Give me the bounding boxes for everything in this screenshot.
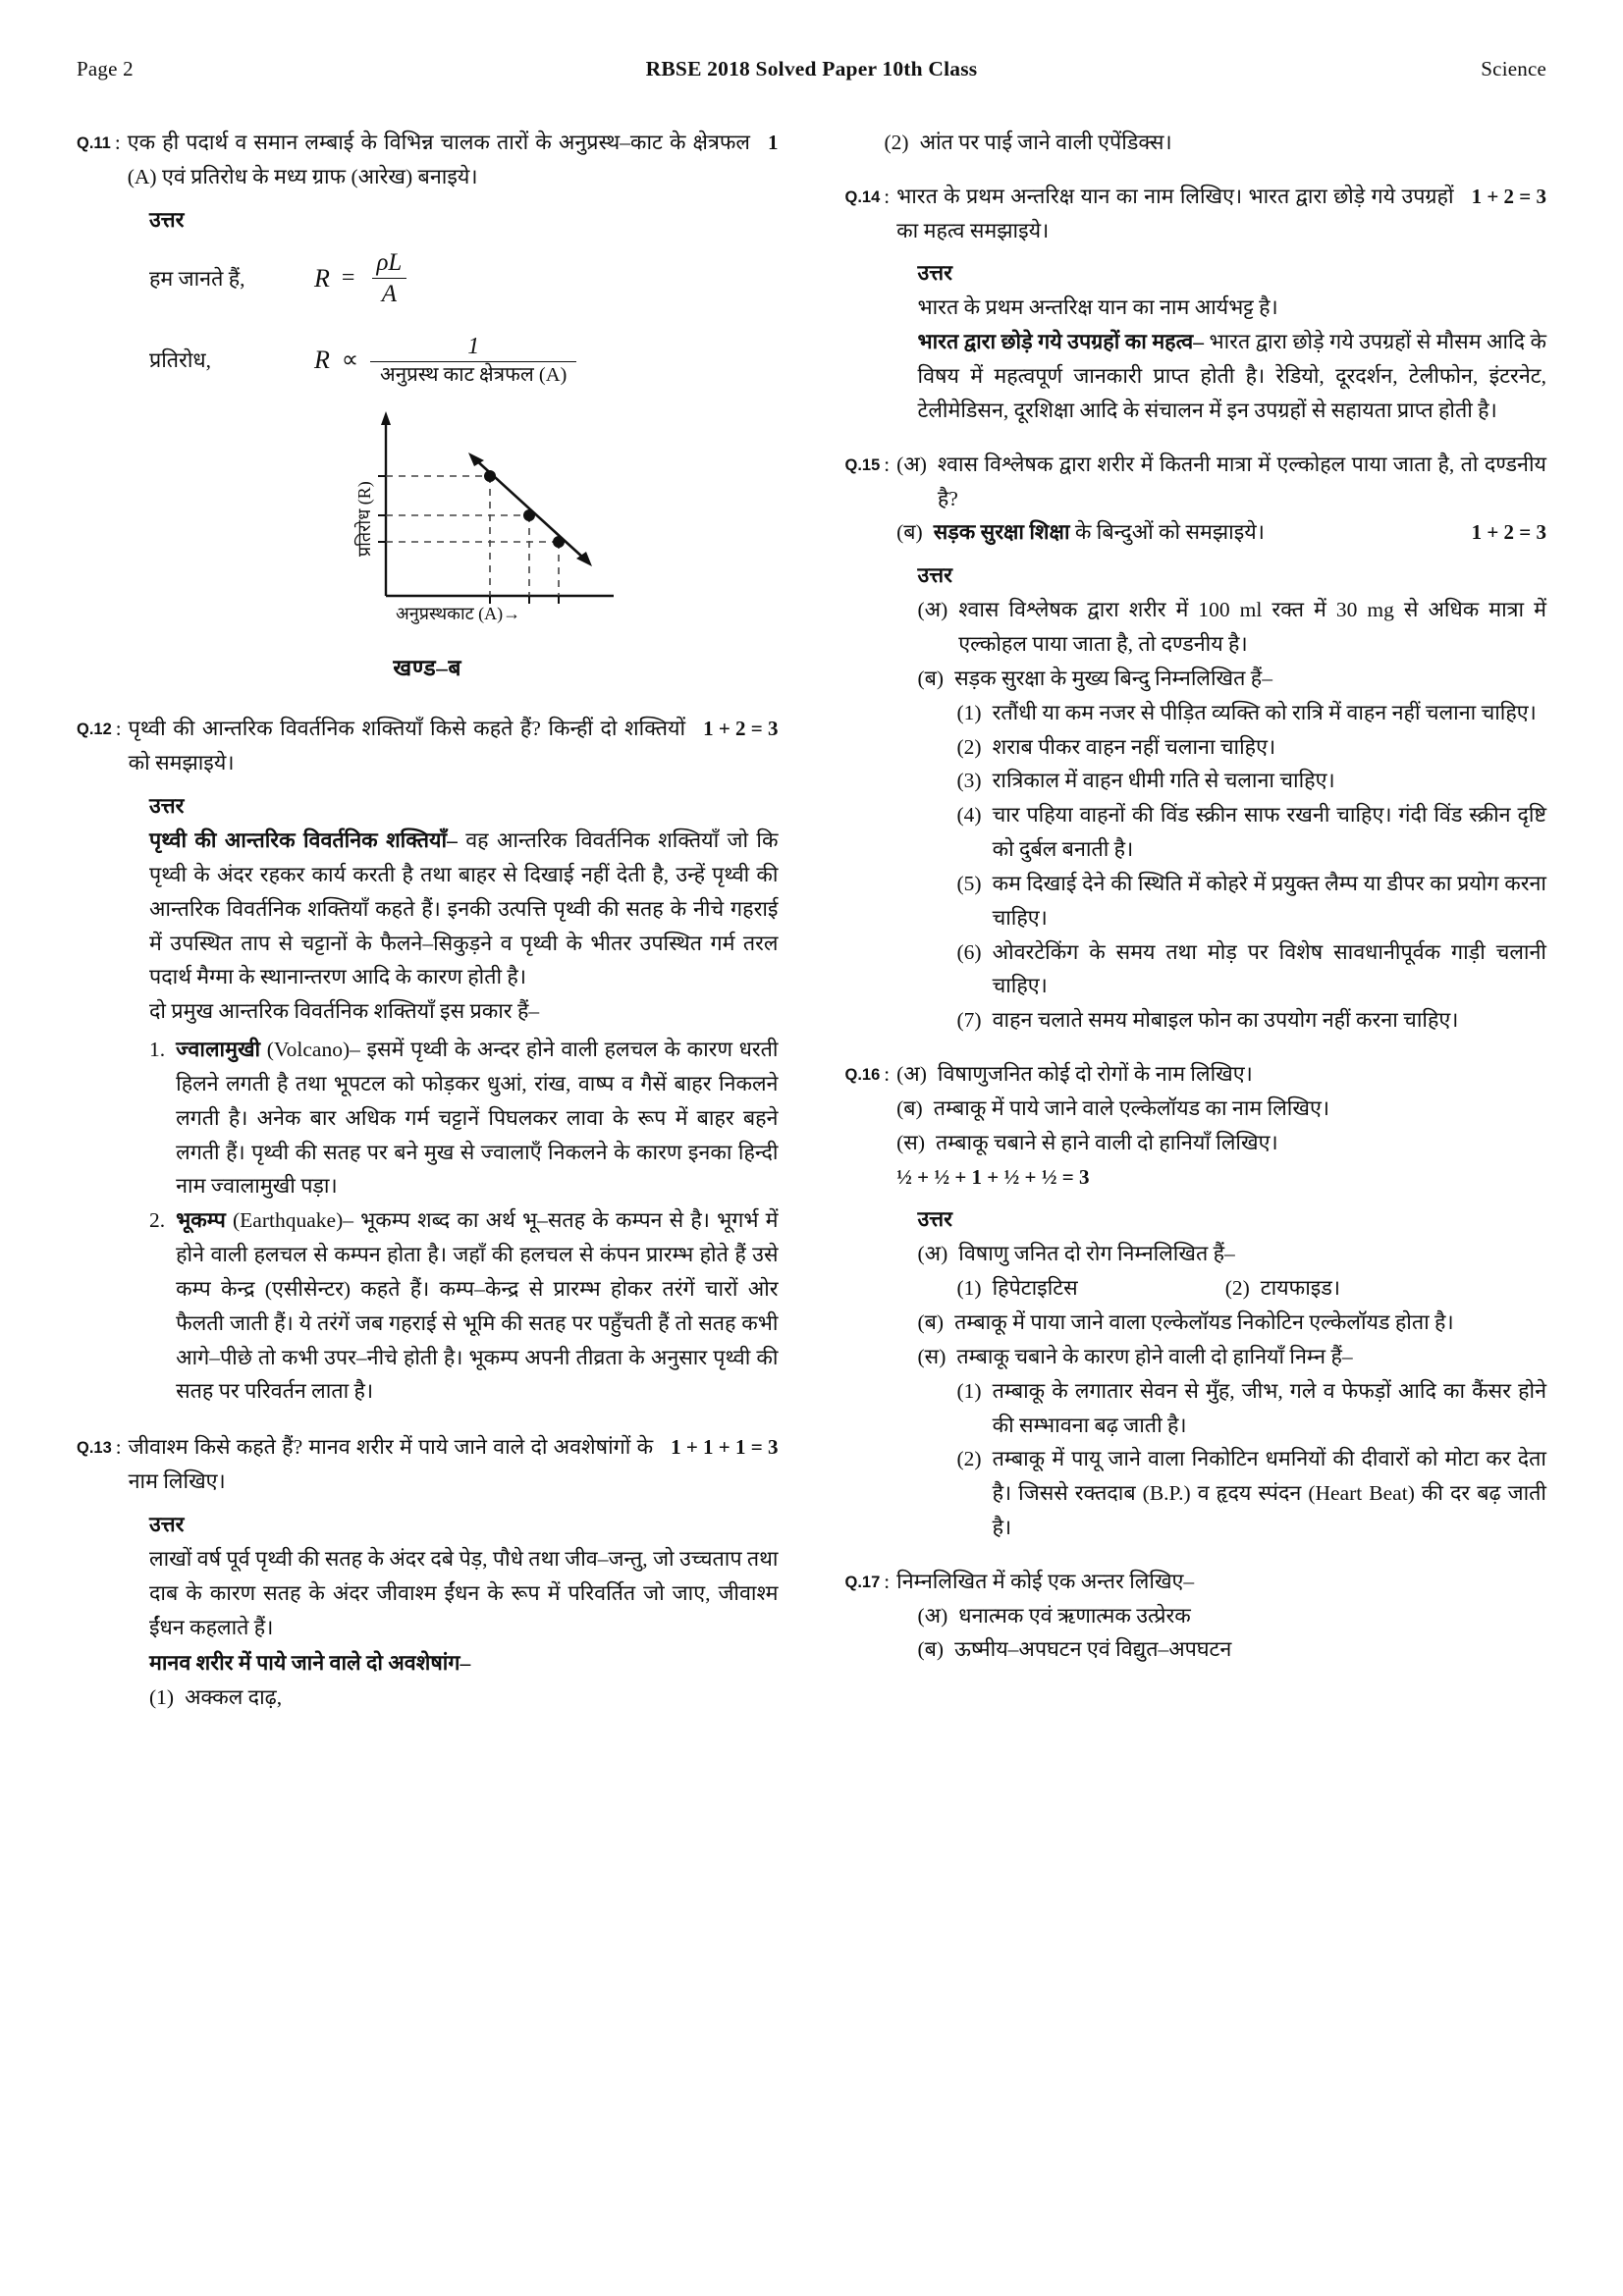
question-text: [896, 448, 1546, 550]
marks-badge: 1 + 1 + 1 = 3: [671, 1435, 779, 1460]
fraction: [366, 249, 411, 308]
part-text: श्वास विश्लेषक द्वारा शरीर में 100 ml रक्त में 30 mg से अधिक मात्रा में एल्कोहल पाया जाता है, तो दण्डनीय है।: [958, 598, 1546, 657]
part-label: (ब): [917, 666, 945, 690]
part-label: (अ): [917, 598, 948, 622]
answer-paragraph-1: [149, 824, 779, 994]
equation-operator: =: [341, 265, 355, 292]
part-label: (स): [896, 1130, 925, 1154]
fraction-denominator: A: [372, 278, 406, 308]
part-text: ऊष्मीय–अपघटन एवं विद्युत–अपघटन: [954, 1637, 1232, 1662]
term-highlight: सड़क सुरक्षा शिक्षा: [933, 520, 1070, 545]
document-title: RBSE 2018 Solved Paper 10th Class: [645, 57, 978, 80]
question-number: Q.13: [77, 1439, 112, 1458]
question-q14: [845, 180, 1547, 248]
continued-list-item: [885, 126, 1547, 160]
list-item-number: (3): [956, 769, 982, 793]
list-item: [957, 730, 1547, 765]
list-item-number: (2): [956, 1447, 982, 1471]
answer-part-a: [918, 1237, 1547, 1271]
section-heading-khand-b: खण्ड–ब: [393, 656, 462, 681]
answer-label: उत्तर: [149, 207, 185, 232]
right-column: [845, 126, 1547, 2236]
question-text: [896, 1057, 1546, 1194]
question-q11: [77, 126, 779, 194]
question-text: [128, 126, 779, 194]
question-q16: [845, 1057, 1547, 1194]
part-text: [934, 515, 1546, 550]
page-number: Page 2: [77, 57, 134, 80]
equation-lhs: R: [314, 263, 330, 293]
answer-label: उत्तर: [917, 261, 952, 286]
question-colon: :: [884, 184, 891, 208]
list-item-number: 1.: [149, 1038, 166, 1062]
list-item-number: (2): [1224, 1276, 1250, 1301]
list-item-number: (1): [956, 1276, 982, 1301]
list-item-text: हिपेटाइटिस: [992, 1276, 1078, 1301]
question-colon: :: [884, 452, 891, 476]
resistance-vs-area-graph: [149, 409, 779, 625]
equation-label: हम जानते हैं,: [149, 267, 245, 292]
list-item-text: रतौंधी या कम नजर से पीड़ित व्यक्ति को रात्रि में वाहन नहीं चलाना चाहिए।: [992, 700, 1537, 724]
list-item-number: (6): [956, 939, 982, 964]
question-part-a: [896, 448, 1546, 516]
answer-label: उत्तर: [917, 563, 952, 588]
road-safety-points-list: [957, 696, 1547, 1038]
y-axis-label: प्रतिरोध (R): [354, 481, 375, 558]
question-number: Q.15: [844, 455, 881, 474]
answer-part-s: [918, 1340, 1547, 1374]
page-header: [77, 57, 1546, 84]
list-item: [957, 1003, 1547, 1038]
question-text: [896, 180, 1546, 248]
question-text: [129, 712, 779, 780]
part-text: विषाणु जनित दो रोग निम्नलिखित हैं–: [958, 1242, 1235, 1266]
subject-label: Science: [1481, 57, 1546, 80]
list-item-text: [176, 1033, 778, 1203]
part-text: तम्बाकू में पाया जाने वाला एल्केलॉयड निकोटिन एल्केलॉयड होता है।: [954, 1310, 1454, 1335]
question-part-b: [896, 1092, 1546, 1126]
equation-math: [314, 249, 779, 308]
answer-paragraph-2: [918, 325, 1547, 427]
marks-badge: 1: [768, 131, 779, 154]
equation-row-2: [149, 334, 779, 387]
equation-math: [314, 334, 779, 387]
list-item: [1225, 1271, 1340, 1306]
list-item-number: (1): [956, 700, 982, 724]
list-item: [957, 1271, 1078, 1306]
marks-badge: 1 + 2 = 3: [1471, 520, 1546, 545]
graph-svg: [301, 409, 625, 625]
answer-part-b: [918, 662, 1547, 696]
question-q12: [77, 712, 779, 780]
question-part-s: [896, 1126, 1546, 1160]
answer-label: उत्तर: [149, 794, 185, 819]
question-q17-parts: [918, 1599, 1547, 1668]
term-highlight: भूकम्प: [176, 1208, 226, 1233]
answer-label: उत्तर: [917, 1207, 952, 1232]
list-item: [957, 798, 1547, 867]
term-highlight: ज्वालामुखी: [176, 1038, 261, 1062]
list-item: [149, 1681, 779, 1715]
question-colon: :: [114, 131, 121, 154]
question-q15: [845, 448, 1547, 550]
question-colon: :: [115, 717, 122, 741]
part-text: धनात्मक एवं ऋणात्मक उत्प्रेरक: [958, 1603, 1191, 1628]
data-point: [484, 470, 496, 482]
part-text: तम्बाकू चबाने से हाने वाली दो हानियाँ लिखिए।: [935, 1130, 1278, 1154]
list-item-body: (Earthquake)– भूकम्प शब्द का अर्थ भू–सतह के कम्पन से है। भूगर्भ में होने वाली हलचल से कम्पन होता है। जहाँ की हलचल से कंपन प्रारम्भ होते हैं उसे कम्प केन्द्र (एसीसेन्टर) कहते हैं। कम्प–केन्द्र से प्रारम्भ होकर तरंगें चारों ओर फैलती जाती हैं। ये तरंगें जब गहराई से भूमि की सतह पर पहुँचती हैं तो सतह कभी आगे–पीछे तो कभी उपर–नीचे होती है। भूकम्प अपनी तीव्रता के अनुसार पृथ्वी की सतह पर परिवर्तन लाता है।: [176, 1208, 779, 1404]
part-text: विषाणुजनित कोई दो रोगों के नाम लिखिए।: [937, 1062, 1253, 1087]
part-label: (स): [917, 1344, 947, 1368]
list-item: [149, 1203, 779, 1409]
equation-row-1: [149, 249, 779, 308]
fraction: [370, 334, 576, 387]
question-number: Q.12: [77, 721, 112, 739]
term-highlight: पृथ्वी की आन्तरिक विवर्तनिक शक्तियाँ–: [149, 828, 458, 853]
equation-lhs: R: [314, 345, 330, 374]
answer-block-q14: [918, 258, 1547, 427]
part-label: (ब): [896, 520, 923, 545]
question-part-a: [896, 1057, 1546, 1092]
list-item-number: (5): [956, 871, 982, 895]
list-item-text: [176, 1203, 778, 1409]
virus-disease-list: [957, 1271, 1547, 1306]
list-item-text: शराब पीकर वाहन नहीं चलाना चाहिए।: [992, 734, 1276, 759]
question-text: निम्नलिखित में कोई एक अन्तर लिखिए–: [896, 1569, 1195, 1593]
list-item-number: (1): [149, 1685, 175, 1710]
question-number: Q.16: [844, 1066, 881, 1085]
part-label: (अ): [917, 1603, 948, 1628]
answer-part-a: [918, 593, 1547, 662]
answer-paragraph-1: लाखों वर्ष पूर्व पृथ्वी की सतह के अंदर दबे पेड़, पौधे तथा जीव–जन्तु, जो उच्चताप तथा दाब के कारण सतह के अंदर जीवाश्म ईंधन के रूप में परिवर्तित जो जाए, जीवाश्म ईंधन कहलाते हैं।: [149, 1546, 779, 1639]
answer-paragraph-2-text: भारत द्वारा छोड़े गये उपग्रहों से मौसम आदि के विषय में महत्वपूर्ण जानकारी प्राप्त होती है। रेडियो, दूरदर्शन, टेलीफोन, इंटरनेट, टेलीमेडिसन, दूरशिक्षा आदि के संचालन में इन उपग्रहों से सहायता प्राप्त होती है।: [917, 330, 1546, 422]
list-item: [957, 1442, 1547, 1544]
part-text: तम्बाकू चबाने के कारण होने वाली दो हानियाँ निम्न हैं–: [956, 1344, 1353, 1368]
marks-badge: ½ + ½ + 1 + ½ + ½ = 3: [896, 1164, 1090, 1189]
list-item-number: (1): [956, 1378, 982, 1403]
question-colon: :: [884, 1569, 891, 1593]
answer-part-b: [918, 1306, 1547, 1340]
list-item-text: अक्कल दाढ़,: [185, 1685, 283, 1710]
question-body-text: जीवाश्म किसे कहते हैं? मानव शरीर में पाये जाने वाले दो अवशेषांगों के नाम लिखिए।: [128, 1435, 654, 1494]
answer-block-q15: [918, 561, 1547, 1038]
list-item: [918, 1599, 1547, 1633]
y-axis-arrow-icon: [381, 411, 391, 425]
part-text: सड़क सुरक्षा के मुख्य बिन्दु निम्नलिखित हैं–: [954, 666, 1272, 690]
list-item: [957, 1374, 1547, 1443]
list-item: [957, 764, 1547, 798]
list-item-text: चार पहिया वाहनों की विंड स्क्रीन साफ रखनी चाहिए। गंदी विंड स्क्रीन दृष्टि को दुर्बल बनाती है।: [992, 803, 1546, 862]
list-item: [957, 935, 1547, 1004]
part-text: श्वास विश्लेषक द्वारा शरीर में कितनी मात्रा में एल्कोहल पाया जाता है, तो दण्डनीय है?: [937, 452, 1546, 510]
answer-paragraph-1-text: वह आन्तरिक विवर्तनिक शक्तियाँ जो कि पृथ्वी के अंदर रहकर कार्य करती है तथा बाहर से दिखाई नहीं देती है, उन्हें पृथ्वी की आन्तरिक विवर्तनिक शक्तियाँ कहते हैं। इनकी उत्पत्ति पृथ्वी की सतह के नीचे गहराई में उपस्थित ताप से चट्टानों के फैलने–सिकुड़ने व पृथ्वी के भीतर उपस्थित गर्म तरल पदार्थ मैग्मा के स्थानान्तरण आदि के कारण होती है।: [149, 828, 779, 989]
list-item-text: तम्बाकू में पायू जाने वाला निकोटिन धमनियों की दीवारों को मोटा कर देता है। जिससे रक्तदाब (B.P.) व हृदय स्पंदन (Heart Beat) की दर बढ़ जाती है।: [992, 1447, 1546, 1539]
term-highlight: भारत द्वारा छोड़े गये उपग्रहों का महत्व–: [917, 330, 1204, 354]
answer-paragraph-1: भारत के प्रथम अन्तरिक्ष यान का नाम आर्यभट्ट है।: [917, 295, 1278, 320]
equation-label: प्रतिरोध,: [149, 348, 212, 373]
fraction-numerator: 1: [467, 333, 480, 359]
fraction-numerator: ρL: [376, 248, 403, 276]
part-label: (ब): [896, 1095, 923, 1120]
question-colon: :: [115, 1435, 122, 1460]
data-point: [553, 536, 565, 548]
question-body-text: पृथ्वी की आन्तरिक विवर्तनिक शक्तियाँ किसे कहते हैं? किन्हीं दो शक्तियों को समझाइये।: [128, 717, 686, 775]
left-column: [77, 126, 779, 2236]
fraction-denominator: अनुप्रस्थ काट क्षेत्रफल (A): [370, 361, 576, 387]
list-item-text: आंत पर पाई जाने वाली एपेंडिक्स।: [919, 131, 1172, 154]
answer-subheading: मानव शरीर में पाये जाने वाले दो अवशेषांग–: [149, 1651, 471, 1676]
list-item-text: तम्बाकू के लगातार सेवन से मुँह, जीभ, गले व फेफड़ों आदि का कैंसर होने की सम्भावना बढ़ जाती है।: [992, 1378, 1546, 1437]
list-item-text: कम दिखाई देने की स्थिति में कोहरे में प्रयुक्त लैम्प या डीपर का प्रयोग करना चाहिए।: [992, 871, 1546, 930]
list-item-number: (7): [956, 1008, 982, 1033]
part-label: (अ): [896, 452, 927, 476]
list-item: [149, 1033, 779, 1203]
list-item: [957, 867, 1547, 935]
answer-paragraph-2: दो प्रमुख आन्तरिक विवर्तनिक शक्तियाँ इस प्रकार हैं–: [149, 999, 540, 1024]
list-item-body: (Volcano)– इसमें पृथ्वी के अन्दर होने वाली हलचल के कारण धरती हिलने लगती है तथा भूपटल को फोड़कर धुआं, रांख, वाष्प व गैसें बाहर निकलने लगती है। अनेक बार अधिक गर्म चट्टानें पिघलकर लावा के रूप में बाहर बहने लगती हैं। पृथ्वी की सतह पर बने मुख से ज्वालाएँ निकलने के कारण इनका हिन्दी नाम ज्वालामुखी पड़ा।: [176, 1038, 779, 1199]
list-item-text: रात्रिकाल में वाहन धीमी गति से चलाना चाहिए।: [992, 769, 1335, 793]
list-item-number: (4): [956, 803, 982, 828]
question-colon: :: [884, 1062, 891, 1087]
x-axis-label: अनुप्रस्थकाट (A)→: [396, 604, 521, 624]
answer-block-q13: [149, 1510, 779, 1715]
list-item: [918, 1632, 1547, 1667]
question-number: Q.14: [844, 187, 881, 206]
part-label: (ब): [917, 1310, 945, 1335]
part-label: (ब): [917, 1637, 945, 1662]
tobacco-harms-list: [957, 1374, 1547, 1545]
part-text-rest: के बिन्दुओं को समझाइये।: [1069, 520, 1265, 545]
question-body-text: एक ही पदार्थ व समान लम्बाई के विभिन्न चालक तारों के अनुप्रस्थ–काट के क्षेत्रफल (A) एवं प्रतिरोध के मध्य ग्राफ (आरेख) बनाइये।: [127, 131, 750, 188]
question-number: Q.11: [77, 134, 111, 152]
question-q17: [845, 1565, 1547, 1599]
marks-badge: 1 + 2 = 3: [1471, 184, 1546, 208]
answer-block-q16: [918, 1204, 1547, 1544]
question-text: [129, 1430, 779, 1499]
list-item-number: (2): [956, 734, 982, 759]
list-item: [957, 696, 1547, 730]
answer-label: उत्तर: [149, 1512, 185, 1536]
part-text: तम्बाकू में पाये जाने वाले एल्केलॉयड का नाम लिखिए।: [933, 1095, 1329, 1120]
question-body-text: भारत के प्रथम अन्तरिक्ष यान का नाम लिखिए। भारत द्वारा छोड़े गये उपग्रहों का महत्व समझाइये।: [896, 184, 1454, 242]
list-item-number: (2): [884, 131, 909, 154]
list-item-text: वाहन चलाते समय मोबाइल फोन का उपयोग नहीं करना चाहिए।: [992, 1008, 1459, 1033]
data-point: [523, 509, 535, 521]
part-label: (अ): [896, 1062, 927, 1087]
answer-block-q12: [149, 791, 779, 1409]
marks-badge: 1 + 2 = 3: [703, 717, 779, 741]
list-item-number: 2.: [149, 1208, 166, 1233]
question-number: Q.17: [844, 1573, 881, 1591]
answer-block-q11: [149, 205, 779, 626]
question-part-b: [896, 515, 1546, 550]
part-label: (अ): [917, 1242, 948, 1266]
list-item-text: ओवरटेकिंग के समय तथा मोड़ पर विशेष सावधानीपूर्वक गाड़ी चलानी चाहिए।: [992, 939, 1546, 998]
question-q13: [77, 1430, 779, 1499]
equation-operator: ∝: [341, 347, 359, 374]
two-column-body: [77, 126, 1546, 2236]
list-item-text: टायफाइड।: [1260, 1276, 1340, 1301]
